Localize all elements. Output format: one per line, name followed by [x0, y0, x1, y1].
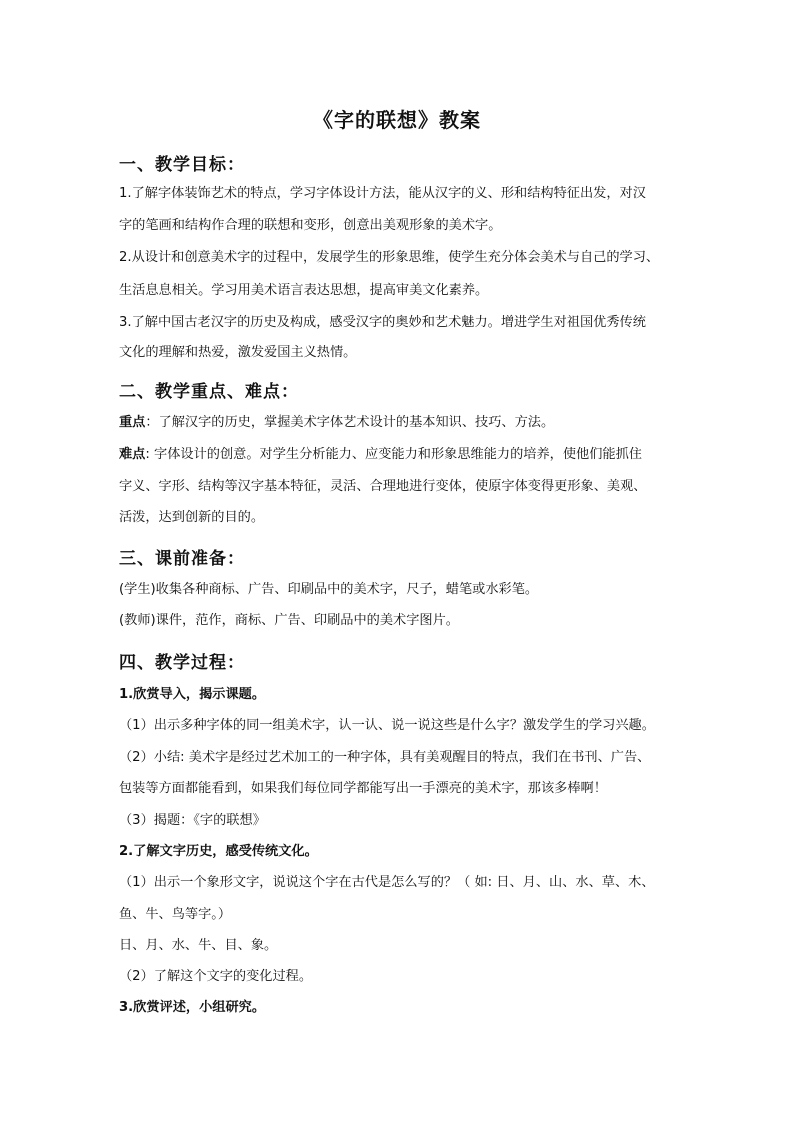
text-line: 生活息息相关。学习用美术语言表达思想，提高审美文化素养。 — [119, 283, 489, 298]
document-title: 《字的联想》教案 — [313, 108, 481, 132]
text-line: 活泼，达到创新的目的。 — [119, 510, 265, 525]
text-line: （2）小结: 美术字是经过艺术加工的一种字体，具有美观醒目的特点，我们在书刊、广告、 — [119, 750, 651, 765]
difficulty-label: 难点 — [119, 447, 146, 462]
text-line: （3）揭题：《字的联想》 — [119, 813, 266, 828]
text-line: (教师)课件，范作，商标、广告、印刷品中的美术字图片。 — [119, 613, 459, 628]
text-line: （2）了解这个文字的变化过程。 — [119, 969, 313, 984]
section-heading-preparation: 三、课前准备： — [119, 549, 245, 569]
step-heading: 3.欣赏评述，小组研究。 — [119, 1000, 266, 1015]
key-point-line — [119, 413, 679, 433]
step-heading: 2.了解文字历史，感受传统文化。 — [119, 844, 318, 859]
text-line: 3.了解中国古老汉字的历史及构成，感受汉字的奥妙和艺术魅力。增进学生对祖国优秀传统 — [119, 315, 646, 330]
step-heading: 1.欣赏导入，揭示课题。 — [119, 687, 266, 702]
text-line: （1）出示一个象形文字，说说这个字在古代是怎么写的？（ 如: 日、月、山、水、草、木、 — [119, 875, 655, 890]
text-line: 字义、字形、结构等汉字基本特征，灵活、合理地进行变体，使原字体变得更形象、美观、 — [119, 479, 647, 494]
text-line: 2.从设计和创意美术字的过程中，发展学生的形象思维，使学生充分体会美术与自己的学习、 — [119, 250, 660, 265]
text-line: 字的笔画和结构作合理的联想和变形，创意出美观形象的美术字。 — [119, 218, 502, 233]
section-heading-process: 四、教学过程： — [119, 653, 245, 673]
text-line: 文化的理解和热爱，激发爱国主义热情。 — [119, 345, 357, 360]
difficulty-text: : 字体设计的创意。对学生分析能力、应变能力和形象思维能力的培养，使他们能抓住 — [145, 447, 642, 462]
section-heading-key-points: 二、教学重点、难点： — [119, 382, 299, 402]
key-point-label: 重点 — [119, 415, 146, 430]
text-line: 鱼、牛、鸟等字。） — [119, 907, 232, 922]
key-point-text: ：了解汉字的历史，掌握美术字体艺术设计的基本知识、技巧、方法。 — [145, 415, 555, 430]
text-line: 1.了解字体装饰艺术的特点，学习字体设计方法，能从汉字的义、形和结构特征出发，对汉 — [119, 186, 646, 201]
text-line: （1）出示多种字体的同一组美术字，认一认、说一说这些是什么字？激发学生的学习兴趣。 — [119, 718, 655, 733]
text-line: 日、月、水、牛、目、象。 — [119, 938, 278, 953]
section-heading-objectives: 一、教学目标： — [119, 155, 245, 175]
difficulty-line — [119, 445, 679, 465]
text-line: (学生)收集各种商标、广告、印刷品中的美术字，尺子，蜡笔或水彩笔。 — [119, 582, 539, 597]
text-line: 包装等方面都能看到，如果我们每位同学都能写出一手漂亮的美术字，那该多棒啊！ — [119, 781, 607, 796]
